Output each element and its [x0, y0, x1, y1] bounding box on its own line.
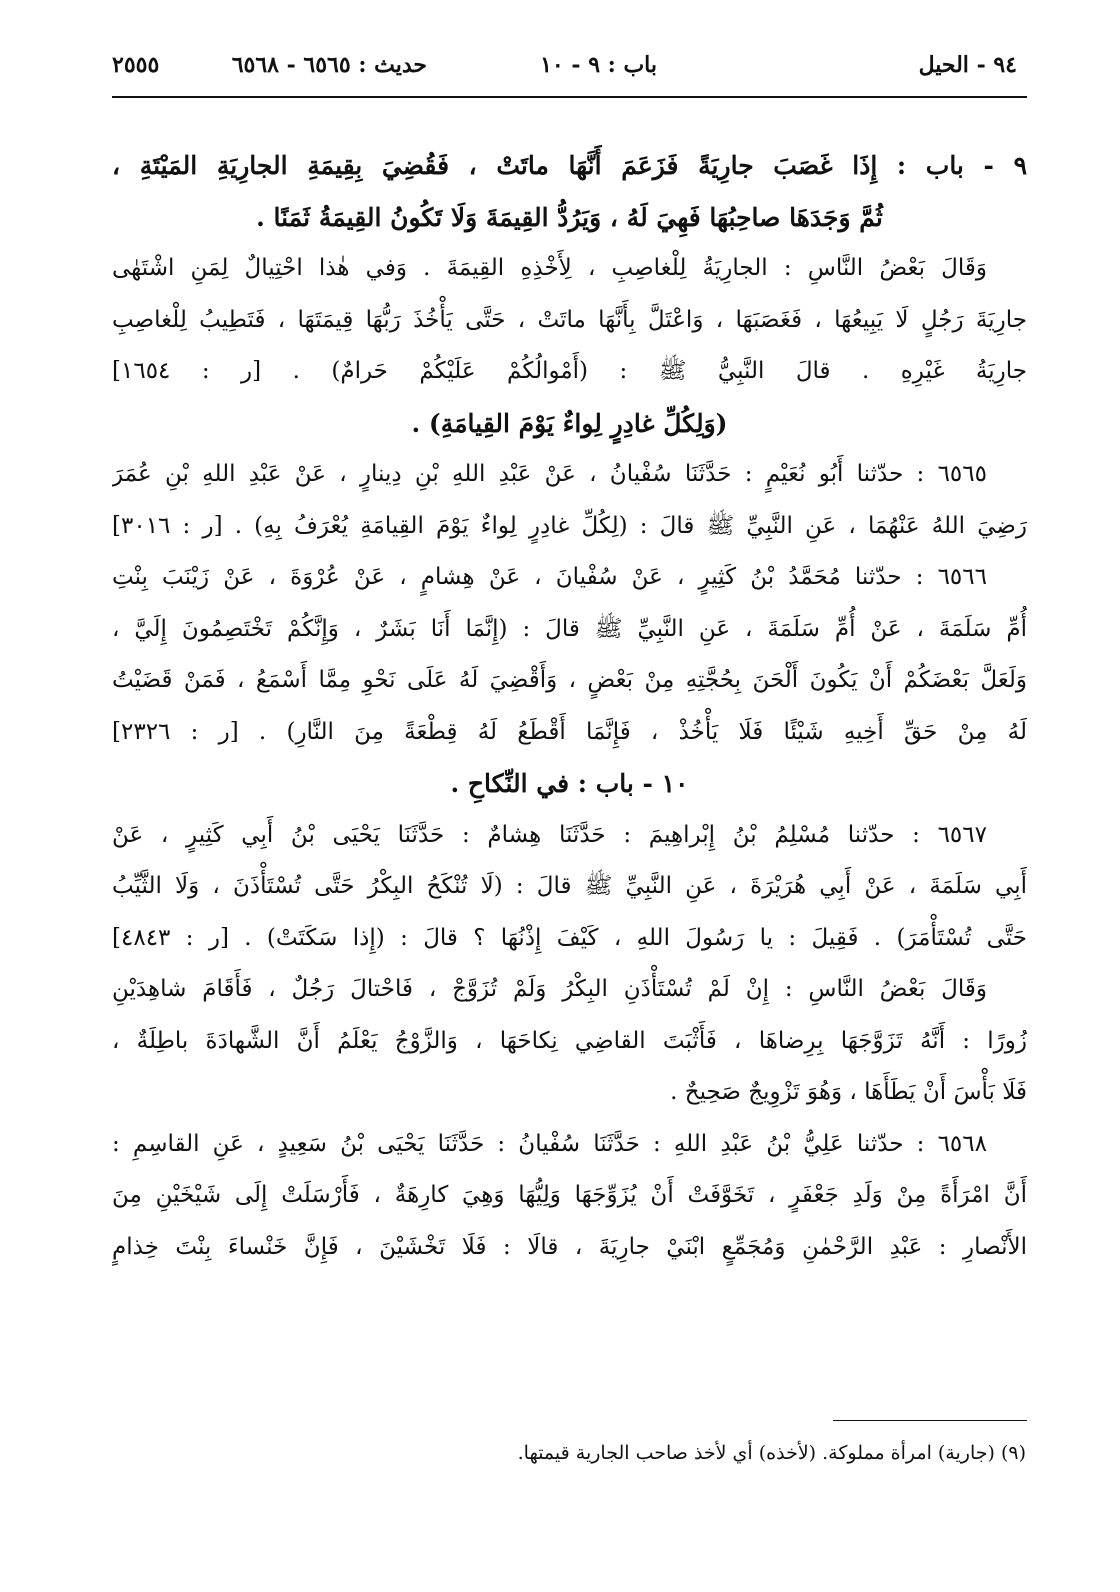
hadith-6567: ٦٥٦٧ : حدّثنا مُسْلِمُ بْنُ إِبْراهِيمَ : حَدَّثَنَا هِشامٌ : حَدَّثَنَا يَحْيَى بْنُ أَبِي كَثِيرٍ ، عَنْ [112, 821, 987, 848]
text-line: الأَنْصارِ : عَبْدِ الرَّحْمٰنِ وَمُجَمِّعٍ ابْنَيْ جارِيَةَ ، قالَا : فَلَا تَخْشَيْنَ ، فَإِنَّ خَنْساءَ بِنْتَ خِذامٍ [112, 1233, 1027, 1260]
hadith-6568: ٦٥٦٨ : حدّثنا عَلِيُّ بْنُ عَبْدِ اللهِ : حَدَّثَنَا سُفْيانُ : حَدَّثَنَا يَحْيَى بْنُ سَعِيدٍ ، عَنِ القاسِمِ : [112, 1130, 987, 1157]
text-line: جارِيَةَ رَجُلٍ لَا يَبِيعُهَا ، فَغَصَبَهَا ، وَاعْتَلَّ بِأَنَّهَا ماتَتْ ، حَتَّى يَأْخُذَ رَبُّهَا قِيمَتَهَا ، فَتَطِيبُ لِلْغاصِبِ [112, 306, 1027, 333]
header-rule [112, 96, 1027, 98]
text-line: حَتَّى تُسْتَأْمَرَ) . فَقِيلَ : يا رَسُولَ اللهِ ، كَيْفَ إِذْنُهَا ؟ قالَ : (إِذا سَكَتَتْ) . [ر : ٤٨٤٣] [112, 924, 1027, 951]
main-text [112, 140, 1027, 1273]
text-line: وَقَالَ بَعْضُ النَّاسِ : إِنْ لَمْ تُسْتَأْذَنِ البِكْرُ وَلَمْ تُزَوَّجْ ، فَاحْتالَ رَجُلٌ ، فَأَقَامَ شاهِدَيْنِ [112, 976, 987, 1002]
text-line: وَلَعَلَّ بَعْضَكُمْ أَنْ يَكُونَ أَلْحَنَ بِحُجَّتِهِ مِنْ بَعْضٍ ، وَأَقْضِيَ لَهُ عَلَى نَحْوِ مِمَّا أَسْمَعُ ، فَمَنْ قَضَيْتُ [112, 667, 1027, 693]
text-line: جارِيَةُ غَيْرِهِ . قالَ النَّبِيُّ ﷺ : (أَمْوالُكُمْ عَلَيْكُمْ حَرامٌ) . [ر : ١٦٥٤] [112, 358, 1027, 384]
hadith-6566: ٦٥٦٦ : حدّثنا مُحَمَّدُ بْنُ كَثِيرٍ ، عَنْ سُفْيانَ ، عَنْ هِشامٍ ، عَنْ عُرْوَةَ ، عَنْ زَيْنَبَ بِنْتِ [112, 564, 987, 590]
section-heading-9: ٩ - باب : إِذَا غَصَبَ جارِيَةً فَزَعَمَ أَنَّهَا ماتَتْ ، فَقُضِيَ بِقِيمَةِ الجارِيَةِ المَيْتَةِ ، [112, 151, 1027, 180]
hadith-6565: ٦٥٦٥ : حدّثنا أَبُو نُعَيْمٍ : حَدَّثَنَا سُفْيانُ ، عَنْ عَبْدِ اللهِ بْنِ دِينارٍ ، عَنْ عَبْدِ اللهِ بْنِ عُمَرَ [112, 461, 987, 487]
quote-heading: (وَلِكُلِّ غادِرٍ لِواءٌ يَوْمَ القِيامَةِ) . [411, 408, 728, 438]
running-header [112, 48, 1027, 88]
chapter-title: ٩٤ - الحيل [918, 52, 1017, 78]
text-line: رَضِيَ اللهُ عَنْهُمَا ، عَنِ النَّبِيِّ ﷺ قالَ : (لِكُلِّ غادِرٍ لِواءٌ يَوْمَ القِيامَةِ يُعْرَفُ بِهِ) . [ر : ٣٠١٦] [112, 512, 1027, 539]
section-heading-9-cont: ثُمَّ وَجَدَهَا صاحِبُهَا فَهِيَ لَهُ ، وَيَرُدُّ القِيمَةَ وَلَا تَكُونُ القِيمَةُ ثَمَنًا . [256, 202, 883, 232]
page-number: ٢٥٥٥ [112, 52, 160, 78]
text-line: لَهُ مِنْ حَقِّ أَخِيهِ شَيْئًا فَلَا يَأْخُذْ ، فَإِنَّمَا أَقْطَعُ لَهُ قِطْعَةً مِنَ النَّارِ) . [ر : ٢٣٢٦] [112, 718, 1027, 745]
bab-range: باب : ٩ - ١٠ [540, 52, 657, 78]
text-line: أَنَّ امْرَأَةً مِنْ وَلَدِ جَعْفَرٍ ، تَخَوَّفَتْ أَنْ يُزَوِّجَهَا وَلِيُّهَا وَهِيَ كارِهَةٌ ، فَأَرْسَلَتْ إِلَى شَيْخَيْنِ مِنَ [112, 1182, 1027, 1208]
text-line: وَقَالَ بَعْضُ النَّاسِ : الجارِيَةُ لِلْغاصِبِ ، لِأَخْذِهِ القِيمَةَ . وَفي هٰذا احْتِيالٌ لِمَنِ اشْتَهٰى [112, 255, 987, 281]
text-line: أُمِّ سَلَمَةَ ، عَنْ أُمِّ سَلَمَةَ ، عَنِ النَّبِيِّ ﷺ قالَ : (إِنَّمَا أَنَا بَشَرٌ ، وَإِنَّكُمْ تَخْتَصِمُونَ إِلَيَّ ، [112, 615, 1027, 642]
section-heading-10: ١٠ - باب : في النِّكاحِ . [450, 769, 689, 798]
footnote-rule [833, 1420, 1027, 1421]
text-line: أَبِي سَلَمَةَ ، عَنْ أَبِي هُرَيْرَةَ ، عَنِ النَّبِيِّ ﷺ قالَ : (لَا تُنْكَحُ البِكْرُ حَتَّى تُسْتَأْذَنَ ، وَلَا الثَّيِّبُ [112, 873, 1027, 899]
footnote: (٩) (جارية) امرأة مملوكة. (لأخذه) أي لأخذ صاحب الجارية قيمتها. [517, 1442, 1026, 1464]
hadith-range: حديث : ٦٥٦٥ - ٦٥٦٨ [231, 52, 427, 78]
text-line: زُورًا : أَنَّهُ تَزَوَّجَهَا بِرِضاهَا ، فَأَثْبَتَ القاضِي نِكاحَهَا ، وَالزَّوْجُ يَعْلَمُ أَنَّ الشَّهادَةَ باطِلَةٌ ، [112, 1027, 1027, 1054]
text-line: فَلَا بَأْسَ أَنْ يَطَأَهَا ، وَهُوَ تَزْوِيجٌ صَحِيحٌ . [670, 1079, 1027, 1105]
